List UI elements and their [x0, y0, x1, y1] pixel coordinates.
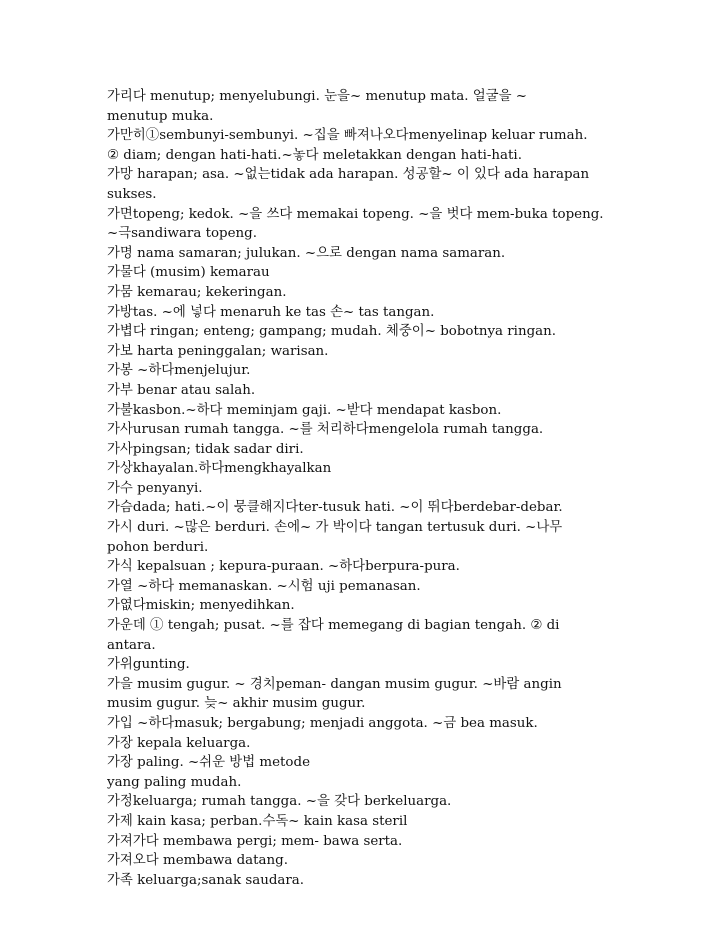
- dictionary-line: 가방tas. ~에 넣다 menaruh ke tas 손~ tas tangan.: [107, 304, 435, 320]
- dictionary-line: 가불kasbon.~하다 meminjam gaji. ~받다 mendapat kasbon.: [107, 402, 502, 418]
- dictionary-line: musim gugur. 늦~ akhir musim gugur.: [107, 696, 366, 712]
- dictionary-line: 가열 ~하다 memanaskan. ~시험 uji pemanasan.: [107, 578, 421, 594]
- dictionary-line: 가리다 menutup; menyelubungi. 눈을~ menutup mata. 얼굴을 ~: [107, 89, 527, 104]
- dictionary-line: 가뭄 kemarau; kekeringan.: [107, 284, 287, 300]
- dictionary-line: 가을 musim gugur. ~ 경치peman- dangan musim gugur. ~바람 angin: [107, 676, 562, 692]
- dictionary-line: antara.: [107, 637, 156, 653]
- dictionary-line: ~극sandiwara topeng.: [107, 226, 257, 242]
- dictionary-line: 가져오다 membawa datang.: [107, 853, 288, 869]
- dictionary-line: 가사pingsan; tidak sadar diri.: [107, 441, 304, 457]
- dictionary-line: 가제 kain kasa; perban.수독~ kain kasa steril: [107, 813, 408, 829]
- dictionary-line: 가운데 ① tengah; pusat. ~를 잡다 memegang di bagian tengah. ② di: [107, 618, 560, 634]
- dictionary-line: 가입 ~하다masuk; bergabung; menjadi anggota. ~금 bea masuk.: [107, 716, 538, 731]
- dictionary-line: 가엾다miskin; menyedihkan.: [107, 598, 295, 614]
- dictionary-line: 가볍다 ringan; enteng; gampang; mudah. 체중이~ bobotnya ringan.: [107, 324, 557, 340]
- dictionary-line: 가슴dada; hati.~이 뭉클해지다ter-tusuk hati. ~이 뛰다berdebar-debar.: [107, 500, 563, 516]
- dictionary-line: 가시 duri. ~많은 berduri. 손에~ 가 박이다 tangan tertusuk duri. ~나무: [107, 520, 563, 536]
- dictionary-line: yang paling mudah.: [107, 774, 242, 790]
- dictionary-line: 가식 kepalsuan ; kepura-puraan. ~하다berpura-pura.: [107, 559, 460, 575]
- dictionary-line: 가봉 ~하다menjelujur.: [107, 363, 251, 379]
- dictionary-line: 가져가다 membawa pergi; mem- bawa serta.: [107, 833, 403, 849]
- dictionary-line: 가물다 (musim) kemarau: [107, 265, 270, 281]
- dictionary-line: sukses.: [107, 186, 157, 202]
- dictionary-line: 가위gunting.: [107, 657, 190, 673]
- dictionary-line: 가수 penyanyi.: [107, 480, 203, 496]
- dictionary-line: 가부 benar atau salah.: [107, 382, 256, 398]
- dictionary-line: 가보 harta peninggalan; warisan.: [107, 343, 329, 359]
- dictionary-line: 가상khayalan.하다mengkhayalkan: [107, 461, 332, 477]
- dictionary-line: ② diam; dengan hati-hati.~놓다 meletakkan dengan hati-hati.: [107, 147, 522, 163]
- dictionary-entries: [107, 87, 707, 890]
- dictionary-line: 가만히①sembunyi-sembunyi. ~집을 빠져나오다menyelinap keluar rumah.: [107, 128, 588, 144]
- dictionary-line: pohon berduri.: [107, 539, 209, 555]
- dictionary-line: 가망 harapan; asa. ~없는tidak ada harapan. 성공할~ 이 있다 ada harapan: [107, 167, 590, 183]
- dictionary-line: 가장 paling. ~쉬운 방법 metode: [107, 755, 310, 771]
- dictionary-line: 가장 kepala keluarga.: [107, 735, 251, 751]
- dictionary-line: 가정keluarga; rumah tangga. ~을 갖다 berkeluarga.: [107, 794, 452, 810]
- dictionary-line: 가족 keluarga;sanak saudara.: [107, 872, 305, 888]
- dictionary-line: 가사urusan rumah tangga. ~를 처리하다mengelola rumah tangga.: [107, 422, 544, 438]
- dictionary-line: menutup muka.: [107, 108, 214, 124]
- dictionary-line: 가명 nama samaran; julukan. ~으로 dengan nama samaran.: [107, 245, 506, 261]
- dictionary-line: 가면topeng; kedok. ~을 쓰다 memakai topeng. ~을 벗다 mem-buka topeng.: [107, 206, 604, 222]
